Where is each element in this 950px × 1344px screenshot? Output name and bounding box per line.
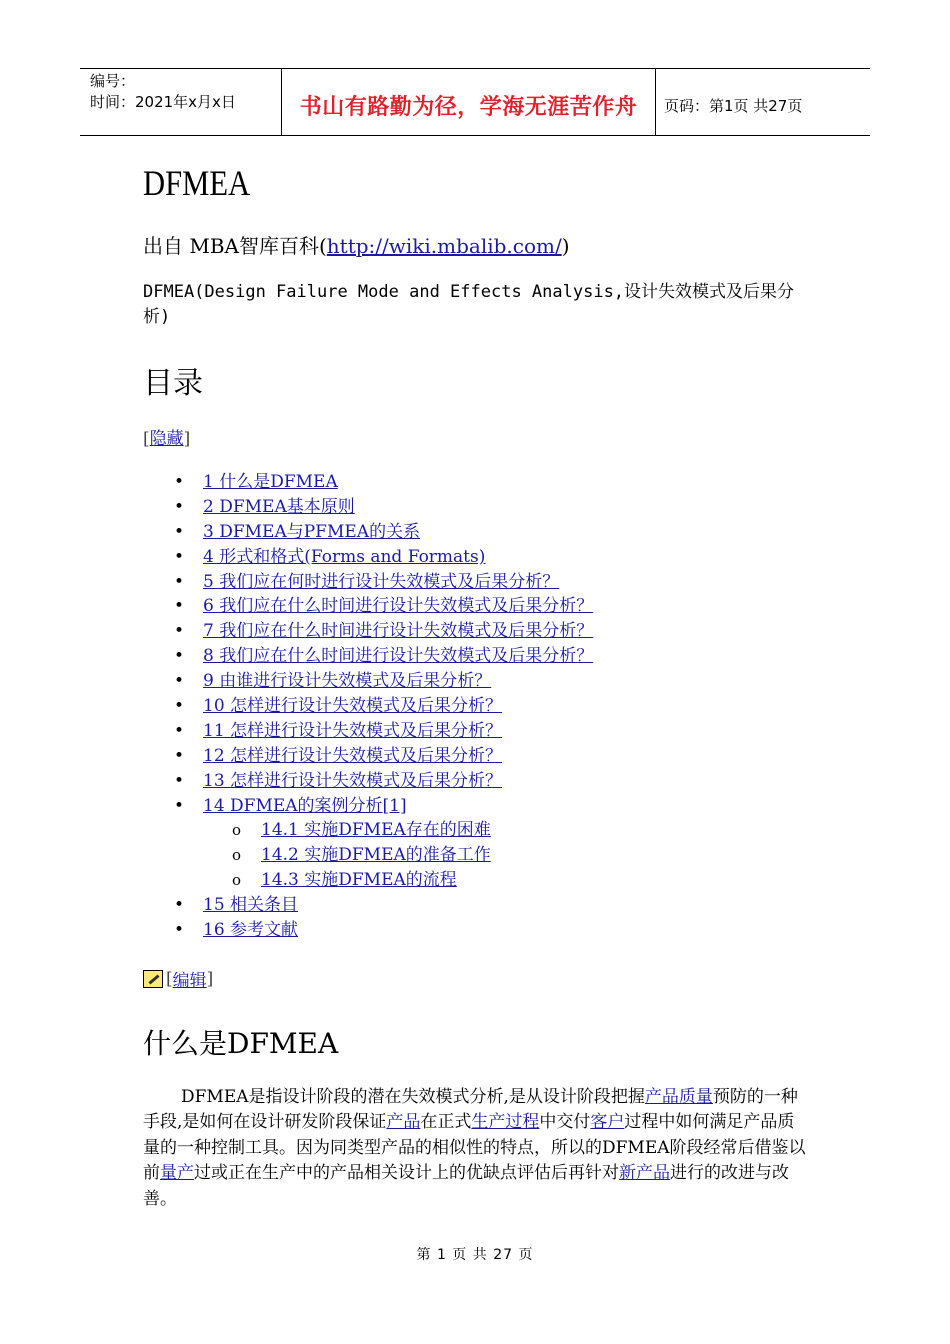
text: 进行的改进与改善。 — [143, 1163, 789, 1209]
bullet: • — [174, 496, 185, 517]
page-title: DFMEA — [143, 163, 251, 203]
toc-link[interactable]: 6 我们应在什么时间进行设计失效模式及后果分析？ — [203, 596, 594, 617]
link-product[interactable]: 产品 — [386, 1112, 421, 1133]
toc-heading: 目录 — [143, 366, 203, 401]
toc-link[interactable]: 14.3 实施DFMEA的流程 — [261, 870, 457, 891]
toc-link[interactable]: 7 我们应在什么时间进行设计失效模式及后果分析？ — [203, 621, 594, 642]
sub-bullet: o — [232, 871, 242, 890]
bullet: • — [174, 571, 185, 592]
toc-link[interactable]: 8 我们应在什么时间进行设计失效模式及后果分析？ — [203, 646, 594, 667]
toc-link[interactable]: 9 由谁进行设计失效模式及后果分析？ — [203, 671, 492, 692]
source-line — [143, 230, 570, 259]
toc-item — [174, 719, 593, 744]
text: 在正式 — [420, 1112, 472, 1133]
edit-close: ] — [206, 968, 214, 989]
section-heading: 什么是DFMEA — [143, 1027, 339, 1060]
toc-link[interactable]: 13 怎样进行设计失效模式及后果分析？ — [203, 770, 503, 791]
toc-link[interactable]: 2 DFMEA基本原则 — [203, 496, 355, 517]
description: DFMEA(Design Failure Mode and Effects Analysis,设计失效模式及后果分析) — [143, 282, 795, 327]
toc-link[interactable]: 5 我们应在何时进行设计失效模式及后果分析？ — [203, 571, 560, 592]
toc-item — [174, 893, 593, 918]
toc-hide-link[interactable]: 隐藏 — [149, 429, 184, 449]
toc-link[interactable]: 14 DFMEA的案例分析[1] — [203, 795, 407, 816]
bullet: • — [174, 621, 185, 642]
toc-subitem — [174, 818, 593, 843]
toc-link[interactable]: 14.2 实施DFMEA的准备工作 — [261, 845, 491, 866]
bullet: • — [174, 596, 185, 617]
toc-item — [174, 794, 593, 819]
toc-subitem — [174, 843, 593, 868]
toc-item — [174, 594, 593, 619]
toc-link[interactable]: 10 怎样进行设计失效模式及后果分析？ — [203, 696, 503, 717]
toc-link[interactable]: 4 形式和格式(Forms and Formats) — [203, 546, 486, 567]
edit-open: [ — [166, 968, 173, 989]
header-motto: 书山有路勤为径，学海无涯苦作舟 — [282, 69, 656, 135]
source-prefix: 出自 MBA智库百科( — [143, 234, 327, 258]
bullet: • — [174, 745, 185, 766]
toc-item — [174, 495, 593, 520]
toc-toggle-close: ] — [183, 429, 191, 449]
toc-item — [174, 694, 593, 719]
toc-item — [174, 644, 593, 669]
toc-subitem — [174, 868, 593, 893]
source-link[interactable]: http://wiki.mbalib.com/ — [326, 234, 562, 258]
toc-item — [174, 545, 593, 570]
source-suffix: ) — [561, 234, 570, 258]
header-table — [80, 68, 870, 136]
edit-section — [143, 966, 213, 991]
toc-link[interactable]: 16 参考文献 — [203, 920, 299, 941]
link-production-process[interactable]: 生产过程 — [471, 1112, 540, 1133]
bullet: • — [174, 646, 185, 667]
bullet: • — [174, 770, 185, 791]
toc-link[interactable]: 11 怎样进行设计失效模式及后果分析？ — [203, 720, 503, 741]
sub-bullet: o — [232, 821, 242, 840]
bullet: • — [174, 720, 185, 741]
toc-item — [174, 570, 593, 595]
time-label: 时间：2021年x月x日 — [90, 93, 236, 111]
number-label: 编号： — [90, 72, 136, 90]
toc-toggle-open: [ — [143, 429, 150, 449]
toc-link[interactable]: 3 DFMEA与PFMEA的关系 — [203, 521, 421, 542]
edit-pencil-icon[interactable] — [143, 970, 163, 988]
toc-link[interactable]: 14.1 实施DFMEA存在的困难 — [261, 820, 491, 841]
bullet: • — [174, 920, 185, 941]
bullet: • — [174, 472, 185, 492]
bullet: • — [174, 671, 185, 692]
sub-bullet: o — [232, 846, 242, 865]
toc-link[interactable]: 1 什么是DFMEA — [203, 472, 338, 492]
link-new-product[interactable]: 新产品 — [619, 1163, 670, 1184]
toc-item — [174, 769, 593, 794]
toc-toggle — [143, 424, 190, 449]
header-meta-cell — [80, 69, 282, 135]
bullet: • — [174, 696, 185, 717]
text: 预防的一种手段,是如何在设计研发阶段保证 — [143, 1087, 798, 1133]
toc-link[interactable]: 12 怎样进行设计失效模式及后果分析？ — [203, 745, 503, 766]
toc-item — [174, 669, 593, 694]
toc-item — [174, 619, 593, 644]
bullet: • — [174, 521, 185, 542]
bullet: • — [174, 546, 185, 567]
toc-item — [174, 470, 593, 495]
toc-item — [174, 520, 593, 545]
edit-link[interactable]: 编辑 — [172, 971, 207, 991]
link-mass-production[interactable]: 量产 — [160, 1163, 194, 1184]
page-footer: 第 1 页 共 27 页 — [416, 1247, 534, 1263]
toc-item — [174, 918, 593, 943]
bullet: • — [174, 795, 185, 816]
toc-item — [174, 744, 593, 769]
section-paragraph — [143, 1085, 808, 1212]
toc-link[interactable]: 15 相关条目 — [203, 895, 299, 916]
link-product-quality[interactable]: 产品质量 — [644, 1087, 713, 1107]
text: DFMEA是指设计阶段的潜在失效模式分析,是从设计阶段把握 — [181, 1087, 645, 1107]
text: 中交付 — [539, 1112, 591, 1133]
header-page-info: 页码：第1页 共27页 — [664, 96, 803, 115]
bullet: • — [174, 895, 185, 916]
text: 过或正在生产中的产品相关设计上的优缺点评估后再针对 — [194, 1163, 619, 1184]
text: 过程中如何满足产品质量的一种控制工具。因为同类型产品的相似性的特点，所以的DFMEA阶段经常后借鉴以前 — [143, 1112, 806, 1184]
link-customer[interactable]: 客户 — [590, 1112, 625, 1133]
toc-list — [174, 470, 593, 943]
